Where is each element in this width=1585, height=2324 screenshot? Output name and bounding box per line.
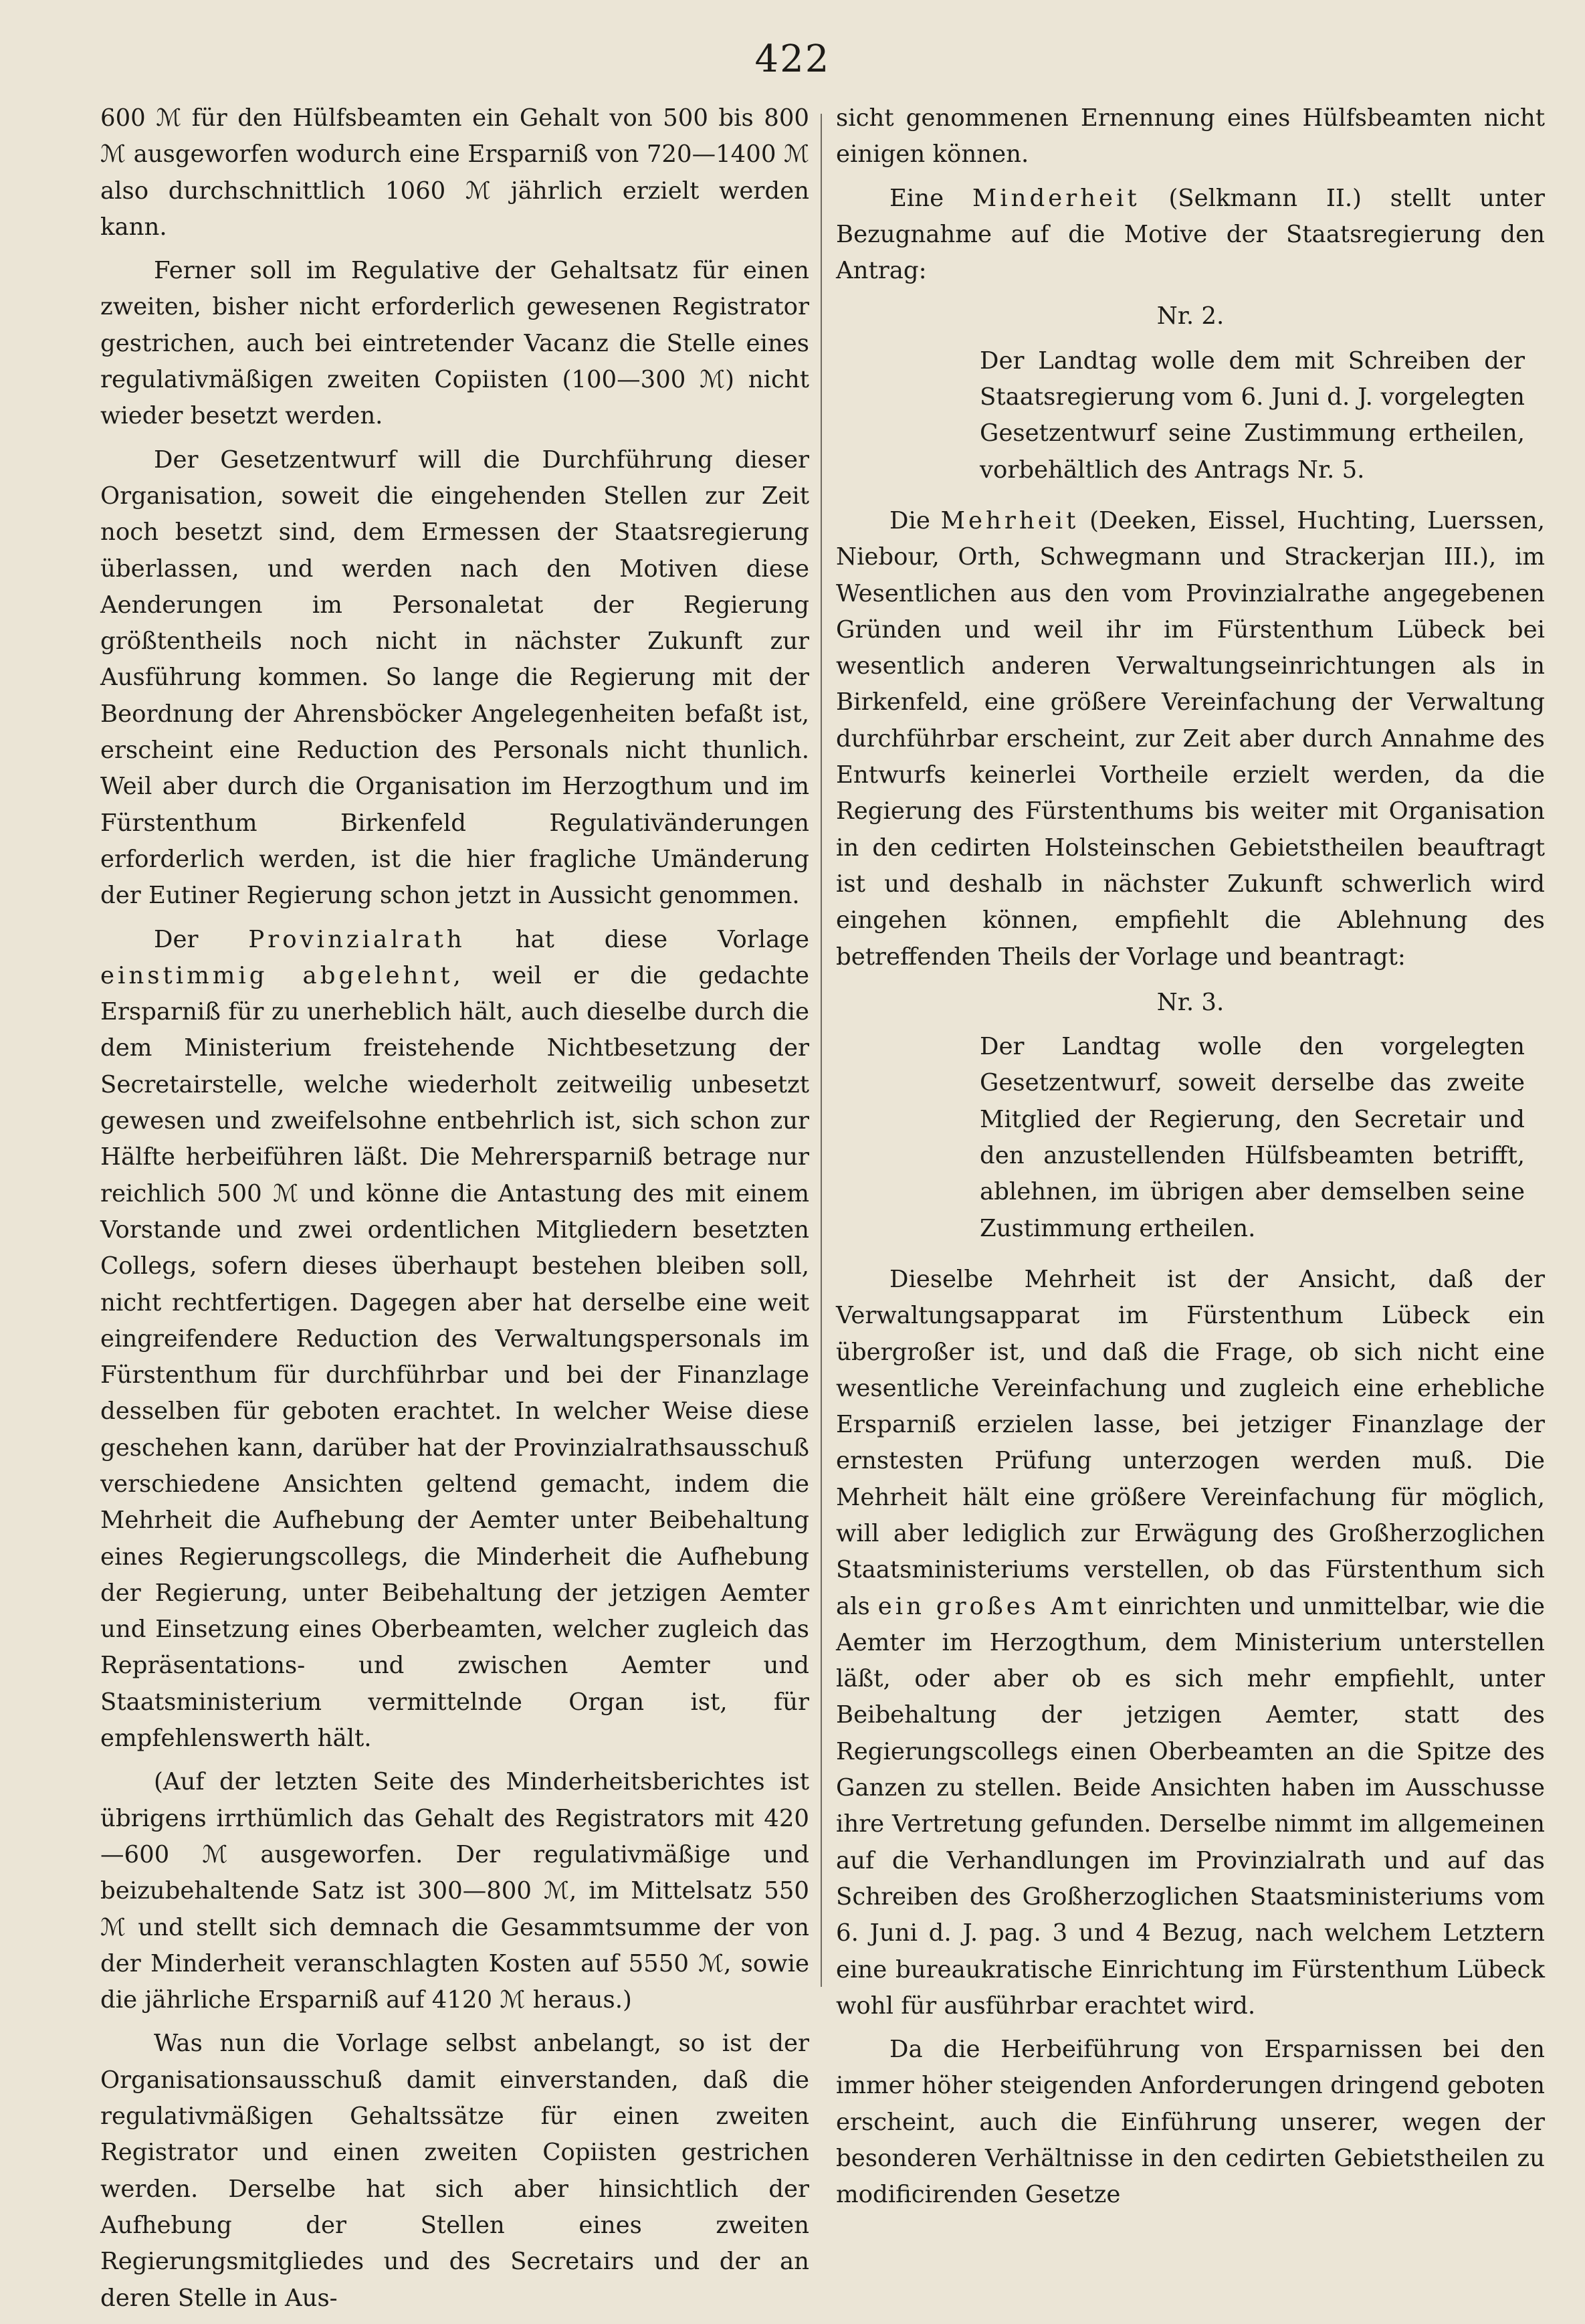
paragraph: Ferner soll im Regulative der Gehaltsatz für einen zweiten, bisher nicht erforderlich gewesenen Registrator gestrichen, auch bei eintretender Vacanz die Stelle eines regulativmäßigen zweiten Copiisten (100—300 ℳ) nicht wieder besetzt werden. (100, 257, 809, 430)
left-column (100, 100, 809, 2324)
spaced-emphasis: Minderheit (972, 184, 1140, 212)
paragraph: Da die Herbeiführung von Ersparnissen bei den immer höher steigenden Anforderungen dringend geboten erscheint, auch die Einführung unserer, wegen der besonderen Verhältnisse in den cedirten Gebietstheilen zu modificirenden Gesetze (836, 2036, 1545, 2209)
paragraph-minderheit: Eine Minderheit (Selkmann II.) stellt unter Bezugnahme auf die Motive der Staatsregierung den Antrag: (836, 184, 1545, 285)
spaced-emphasis: Provinzialrath (248, 925, 465, 953)
spaced-emphasis: Mehrheit (940, 506, 1079, 535)
right-column (836, 100, 1545, 2221)
paragraph: Der Gesetzentwurf will die Durchführung dieser Organisation, soweit die eingehenden Stellen zur Zeit noch besetzt sind, dem Ermessen der Staatsregierung überlassen, und werden nach den Motiven diese Aenderungen im Personaletat der Regierung größtentheils noch nicht in nächster Zukunft zur Ausführung kommen. So lange die Regierung mit der Beordnung der Ahrensböcker Angelegenheiten befaßt ist, erscheint eine Reduction des Personals nicht thunlich. Weil aber durch die Organisation im Herzogthum und im Fürstenthum Birkenfeld Regulativänderungen erforderlich werden, ist die hier fragliche Umänderung der Eutiner Regierung schon jetzt in Aussicht genommen. (100, 446, 809, 910)
page-number: 422 (754, 37, 831, 81)
column-divider (821, 114, 822, 1987)
spaced-emphasis: einstimmig abgelehnt (100, 961, 453, 989)
paragraph: sicht genommenen Ernennung eines Hülfsbeamten nicht einigen können. (836, 104, 1545, 169)
paragraph-mehrheit: Die Mehrheit (Deeken, Eissel, Huchting, Luerssen, Niebour, Orth, Schwegmann und Strackerjan III.), im Wesentlichen aus den vom Provinzialrathe angegebenen Gründen und weil ihr im Fürstenthum Lübeck bei wesentlich anderen Verwaltungseinrichtungen als in Birkenfeld, eine größere Vereinfachung der Verwaltung durchführbar erscheint, zur Zeit aber durch Annahme des Entwurfs keinerlei Vortheile erzielt werden, da die Regierung des Fürstenthums bis weiter mit Organisation in den cedirten Holsteinschen Gebietstheilen beauftragt ist und deshalb in nächster Zukunft schwerlich wird eingehen können, empfiehlt die Ablehnung des betreffenden Theils der Vorlage und beantragt: (836, 506, 1545, 971)
motion-number: Nr. 2. (1156, 302, 1225, 330)
paragraph: 600 ℳ für den Hülfsbeamten ein Gehalt von 500 bis 800 ℳ ausgeworfen wodurch eine Ersparniß von 720—1400 ℳ also durchschnittlich 1060 ℳ jährlich erzielt werden kann. (100, 104, 809, 241)
paragraph: (Auf der letzten Seite des Minderheitsberichtes ist übrigens irrthümlich das Gehalt des Registrators mit 420—600 ℳ ausgeworfen. Der regulativmäßige und beizubehaltende Satz ist 300—800 ℳ, im Mittelsatz 550 ℳ und stellt sich demnach die Gesammtsumme der von der Minderheit veranschlagten Kosten auf 5550 ℳ, sowie die jährliche Ersparniß auf 4120 ℳ heraus.) (100, 1768, 809, 2014)
motion-text: Der Landtag wolle den vorgelegten Gesetzentwurf, soweit derselbe das zweite Mitglied der Regierung, den Secretair und den anzustellenden Hülfsbeamten betrifft, ablehnen, im übrigen aber demselben seine Zustimmung ertheilen. (980, 1033, 1525, 1242)
paragraph: Dieselbe Mehrheit ist der Ansicht, daß der Verwaltungsapparat im Fürstenthum Lübeck ein übergroßer ist, und daß die Frage, ob sich nicht eine wesentliche Vereinfachung und zugleich eine erhebliche Ersparniß erzielen lasse, bei jetziger Finanzlage der ernstesten Prüfung unterzogen werden muß. Die Mehrheit hält eine größere Vereinfachung für möglich, will aber lediglich zur Erwägung des Großherzoglichen Staatsministeriums verstellen, ob das Fürstenthum sich als ein großes Amt einrichten und unmittelbar, wie die Aemter im Herzogthum, dem Ministerium unterstellen läßt, oder aber ob es sich mehr empfiehlt, unter Beibehaltung der jetzigen Aemter, statt des Regierungscollegs einen Oberbeamten an die Spitze des Ganzen zu stellen. Beide Ansichten haben im Ausschusse ihre Vertretung gefunden. Derselbe nimmt im allgemeinen auf die Verhandlungen im Provinzialrath und auf das Schreiben des Großherzoglichen Staatsministeriums vom 6. Juni d. J. pag. 3 und 4 Bezug, nach welchem Letztern eine bureaukratische Einrichtung im Fürstenthum Lübeck wohl für ausführbar erachtet wird. (836, 1265, 1545, 2020)
paragraph: Was nun die Vorlage selbst anbelangt, so ist der Organisationsausschuß damit einverstanden, daß die regulativmäßigen Gehaltssätze für einen zweiten Registrator und einen zweiten Copiisten gestrichen werden. Derselbe hat sich aber hinsichtlich der Aufhebung der Stellen eines zweiten Regierungsmitgliedes und des Secretairs und der an deren Stelle in Aus- (100, 2030, 809, 2312)
motion-number: Nr. 3. (1156, 988, 1225, 1016)
paragraph-provinzialrath: Der Provinzialrath hat diese Vorlage einstimmig abgelehnt, weil er die gedachte Ersparniß für zu unerheblich hält, auch dieselbe durch die dem Ministerium freistehende Nichtbesetzung der Secretairstelle, welche wiederholt zeitweilig unbesetzt gewesen und zweifelsohne entbehrlich ist, sich schon zur Hälfte herbeiführen läßt. Die Mehrersparniß betrage nur reichlich 500 ℳ und könne die Antastung des mit einem Vorstande und zwei ordentlichen Mitgliedern besetzten Collegs, sofern dieses überhaupt bestehen bleiben soll, nicht rechtfertigen. Dagegen aber hat derselbe eine weit eingreifendere Reduction des Verwaltungspersonals im Fürstenthum für durchführbar und bei der Finanzlage desselben für geboten erachtet. In welcher Weise diese geschehen kann, darüber hat der Provinzialrathsausschuß verschiedene Ansichten geltend gemacht, indem die Mehrheit die Aufhebung der Aemter unter Beibehaltung eines Regierungscollegs, die Minderheit die Aufhebung der Regierung, unter Beibehaltung der jetzigen Aemter und Einsetzung eines Oberbeamten, welcher zugleich das Repräsentations- und zwischen Aemter und Staatsministerium vermittelnde Organ ist, für empfehlenswerth hält. (100, 925, 810, 1753)
motion-text: Der Landtag wolle dem mit Schreiben der Staatsregierung vom 6. Juni d. J. vorgelegten Gesetzentwurf seine Zustimmung ertheilen, vorbehältlich des Antrags Nr. 5. (980, 347, 1525, 484)
spaced-emphasis: ein großes Amt (877, 1592, 1110, 1620)
